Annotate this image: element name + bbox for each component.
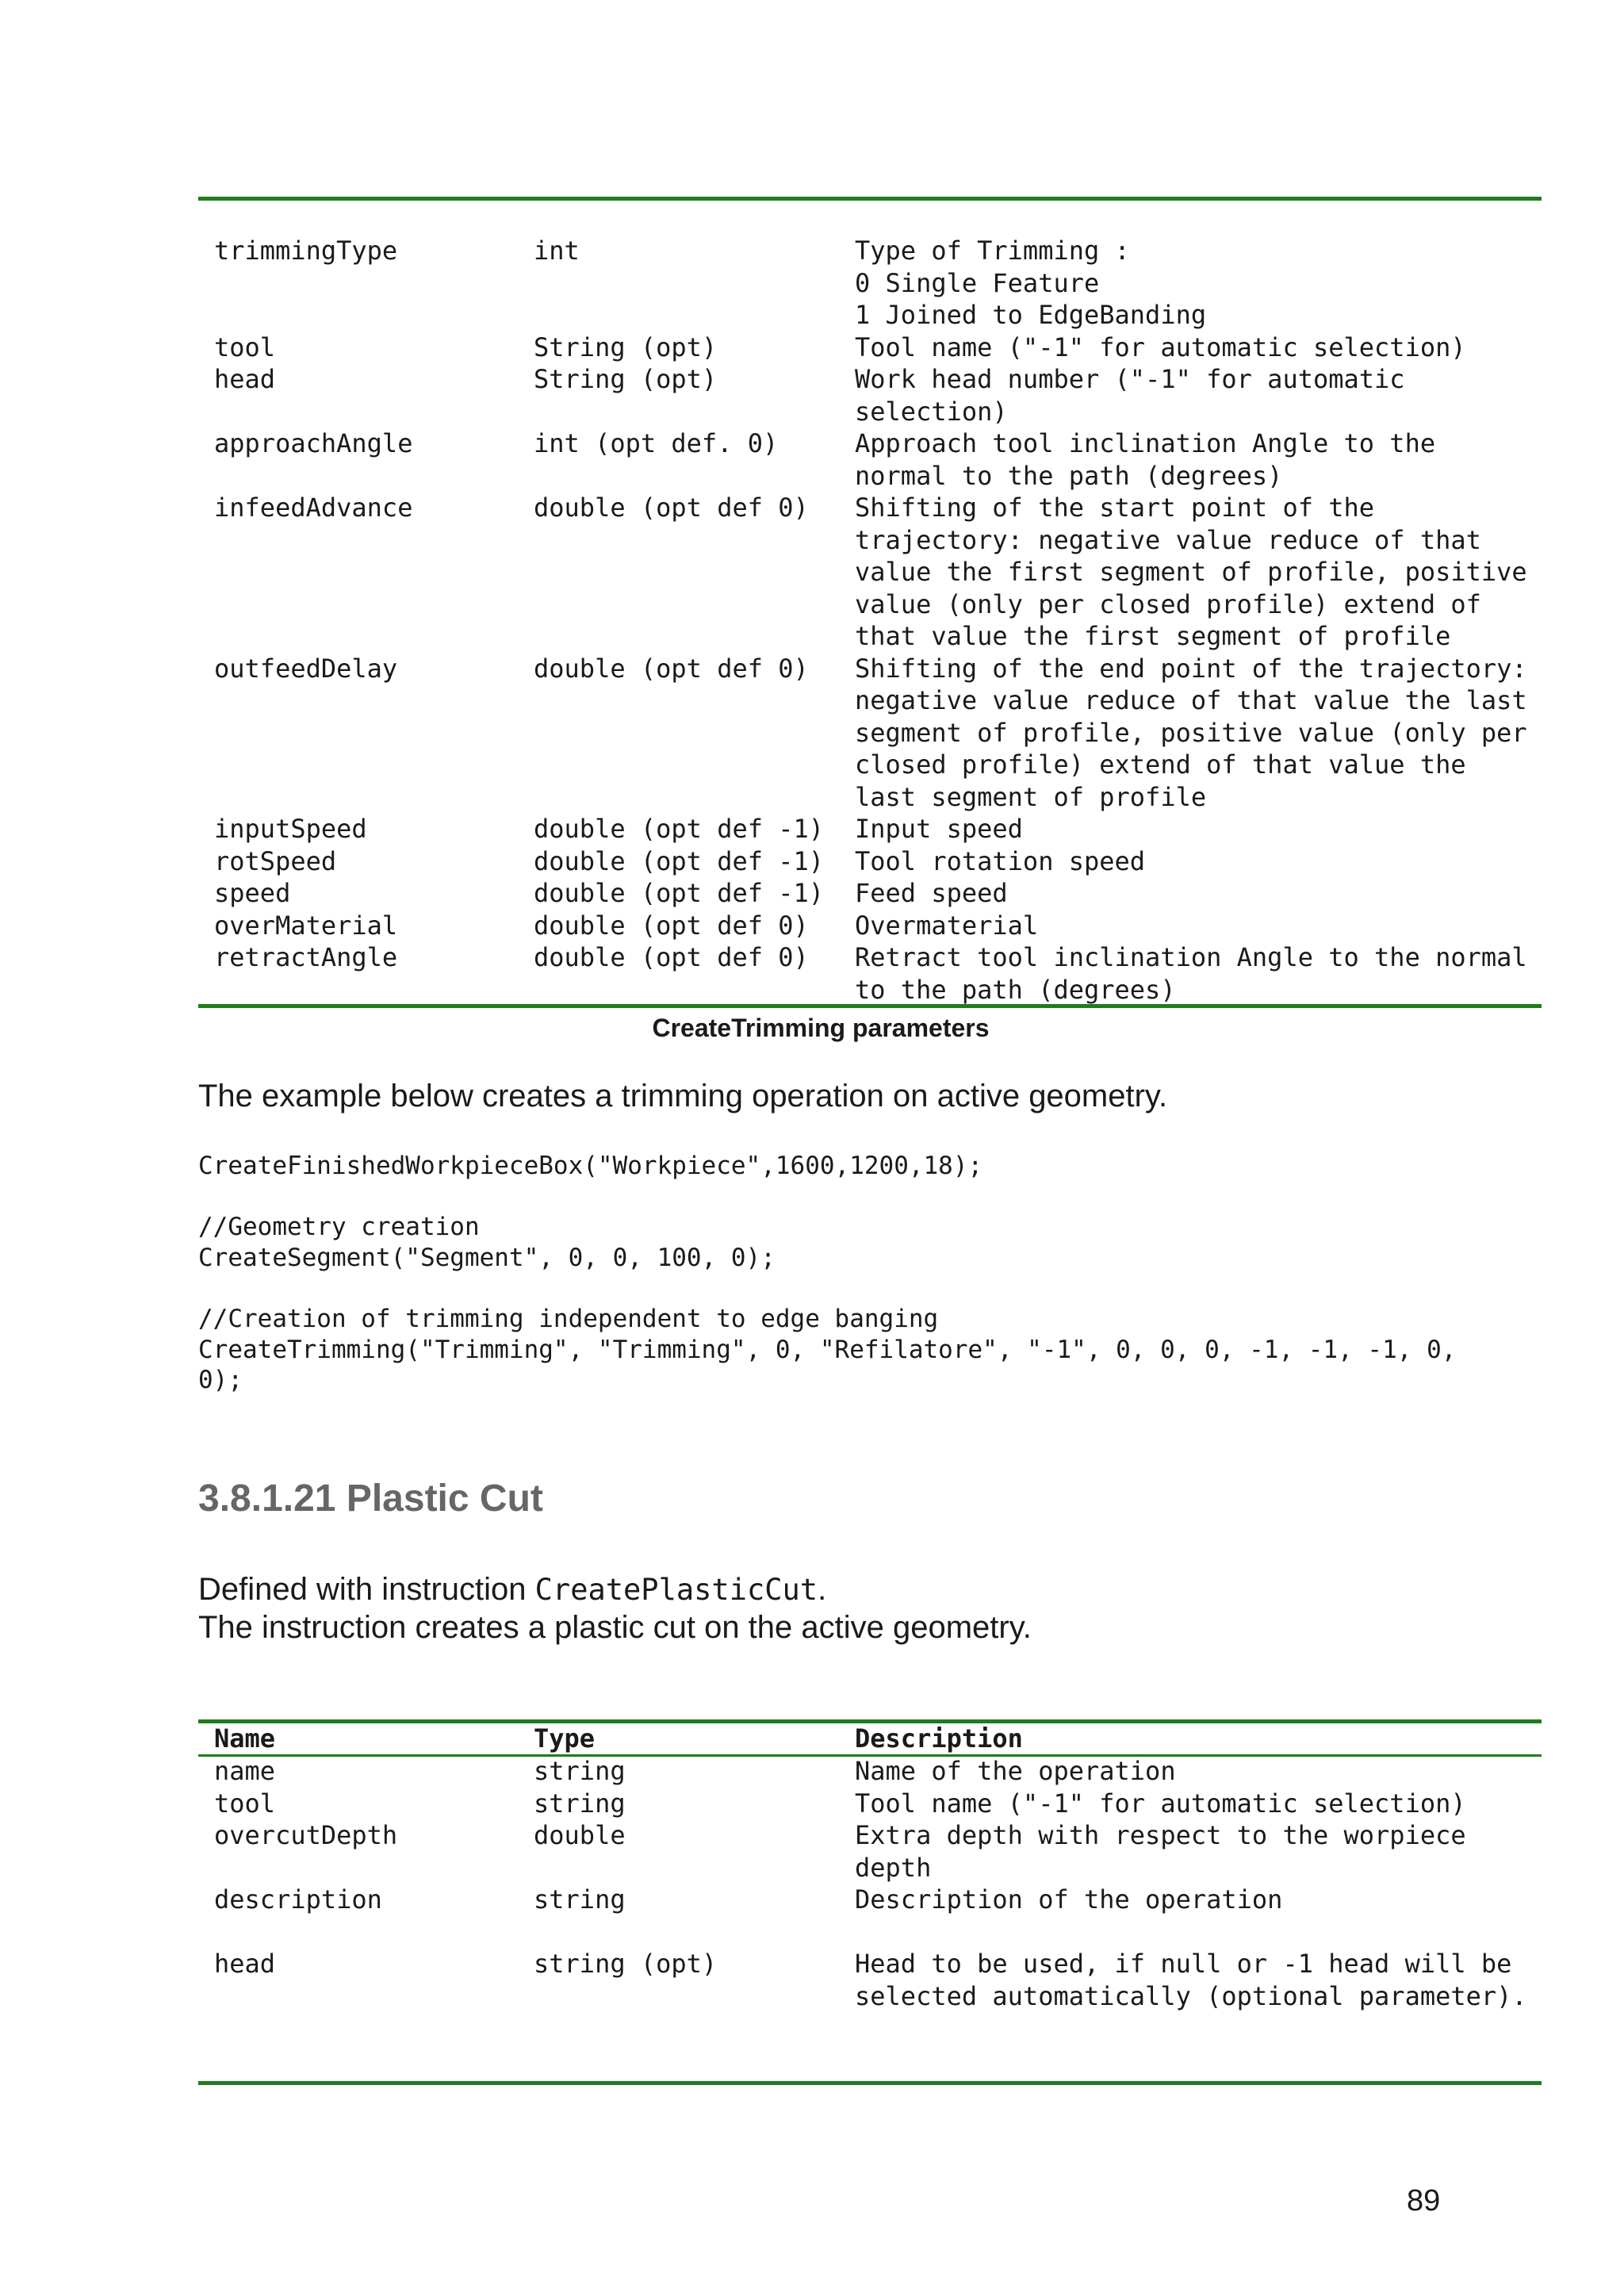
instruction-name: CreatePlasticCut (534, 1573, 818, 1607)
param-name: trimmingType (214, 236, 398, 266)
param-row-retractAngle (214, 941, 1542, 1006)
param-type: int (534, 236, 580, 266)
param-desc: Shifting of the end point of the trajectory: negative value reduce of that value the last segment of profile, positive value (only per closed profile) extend of that value the last segment of profile (855, 653, 1527, 812)
param-desc: Name of the operation (855, 1756, 1176, 1786)
param-name: tool (214, 332, 276, 362)
page-number: 89 (1407, 2184, 1441, 2217)
param-row-infeedAdvance (214, 492, 1542, 653)
param-name: head (214, 1949, 276, 1979)
param-name: speed (214, 878, 291, 908)
param-name: tool (214, 1788, 276, 1819)
param-row-inputSpeed (214, 813, 1542, 845)
defined-prefix: Defined with instruction (198, 1572, 535, 1607)
param-type: double (opt def 0) (534, 493, 809, 523)
code-example: CreateFinishedWorkpieceBox("Workpiece",1600,1200,18); //Geometry creation CreateSegment("Segment", 0, 0, 100, 0); //Creation of trimming independent to edge banging CreateTrimming("Trimming", "Trimming", 0, "Refilatore", "-1", 0, 0, 0, -1, -1, -1, 0, 0); (198, 1152, 1457, 1395)
param-row-speed (214, 877, 1542, 910)
plastic-row-tool (214, 1788, 1542, 1820)
plastic-table-bottom-rule (198, 2081, 1542, 2085)
param-name: head (214, 364, 276, 394)
param-row-trimmingType (214, 235, 1542, 332)
header-description: Description (855, 1723, 1023, 1754)
param-row-tool (214, 332, 1542, 364)
param-desc: Input speed (855, 814, 1023, 844)
param-desc: Approach tool inclination Angle to the normal to the path (degrees) (855, 428, 1436, 491)
param-name: approachAngle (214, 428, 413, 458)
param-desc: Overmaterial (855, 910, 1039, 941)
param-name: overMaterial (214, 910, 398, 941)
table-header-row (214, 1723, 1542, 1754)
param-desc: Tool rotation speed (855, 845, 1146, 876)
params-table (214, 235, 1542, 1006)
param-name: inputSpeed (214, 814, 367, 844)
section-title: Plastic Cut (346, 1478, 543, 1520)
param-name: rotSpeed (214, 845, 337, 876)
param-name: outfeedDelay (214, 653, 398, 684)
plastic-row-description (214, 1884, 1542, 1948)
param-desc: Work head number ("-1" for automatic selection) (855, 364, 1405, 427)
param-desc: Extra depth with respect to the worpiece depth (855, 1820, 1466, 1883)
param-name: infeedAdvance (214, 493, 413, 523)
param-row-head (214, 363, 1542, 427)
plastic-table-header (214, 1723, 1542, 1754)
param-type: double (opt def -1) (534, 845, 825, 876)
header-name: Name (214, 1723, 276, 1754)
param-desc: Description of the operation (855, 1884, 1283, 1915)
header-type: Type (534, 1723, 596, 1754)
param-type: String (opt) (534, 364, 718, 394)
param-row-outfeedDelay (214, 653, 1542, 814)
param-type: string (opt) (534, 1949, 718, 1979)
plastic-row-head (214, 1948, 1542, 2012)
table-bottom-rule (198, 1004, 1542, 1008)
param-desc: Type of Trimming : 0 Single Feature 1 Joined to EdgeBanding (855, 236, 1207, 330)
param-row-approachAngle (214, 427, 1542, 492)
param-name: name (214, 1756, 276, 1786)
param-desc: Feed speed (855, 878, 1008, 908)
param-type: string (534, 1788, 626, 1819)
section-number: 3.8.1.21 (198, 1478, 336, 1520)
param-desc: Retract tool inclination Angle to the normal to the path (degrees) (855, 942, 1527, 1005)
param-desc: Tool name ("-1" for automatic selection) (855, 1788, 1466, 1819)
param-type: string (534, 1884, 626, 1915)
param-desc: Head to be used, if null or -1 head will be selected automatically (optional parameter). (855, 1949, 1527, 2011)
plastic-row-name (214, 1755, 1542, 1788)
plastic-table (214, 1755, 1542, 2012)
table-caption: CreateTrimming parameters (652, 1014, 990, 1042)
param-type: double (534, 1820, 626, 1850)
defined-suffix: . (818, 1572, 827, 1607)
param-type: string (534, 1756, 626, 1786)
param-desc: Shifting of the start point of the trajectory: negative value reduce of that value the first segment of profile, positive value (only per closed profile) extend of that value the first segment of profile (855, 493, 1527, 651)
param-name: description (214, 1884, 382, 1915)
intro-text: The example below creates a trimming operation on active geometry. (198, 1079, 1168, 1114)
param-type: double (opt def 0) (534, 653, 809, 684)
param-name: overcutDepth (214, 1820, 398, 1850)
param-type: double (opt def 0) (534, 910, 809, 941)
param-type: double (opt def -1) (534, 814, 825, 844)
param-row-overMaterial (214, 910, 1542, 942)
param-type: int (opt def. 0) (534, 428, 779, 458)
param-name: retractAngle (214, 942, 398, 972)
plastic-row-overcutDepth (214, 1819, 1542, 1884)
section-description: The instruction creates a plastic cut on the active geometry. (198, 1610, 1032, 1645)
param-type: double (opt def -1) (534, 878, 825, 908)
param-desc: Tool name ("-1" for automatic selection) (855, 332, 1466, 362)
section-heading (198, 1477, 543, 1520)
param-type: double (opt def 0) (534, 942, 809, 972)
section-intro (198, 1570, 826, 1609)
param-type: String (opt) (534, 332, 718, 362)
top-table-rule (198, 197, 1542, 201)
param-row-rotSpeed (214, 845, 1542, 878)
